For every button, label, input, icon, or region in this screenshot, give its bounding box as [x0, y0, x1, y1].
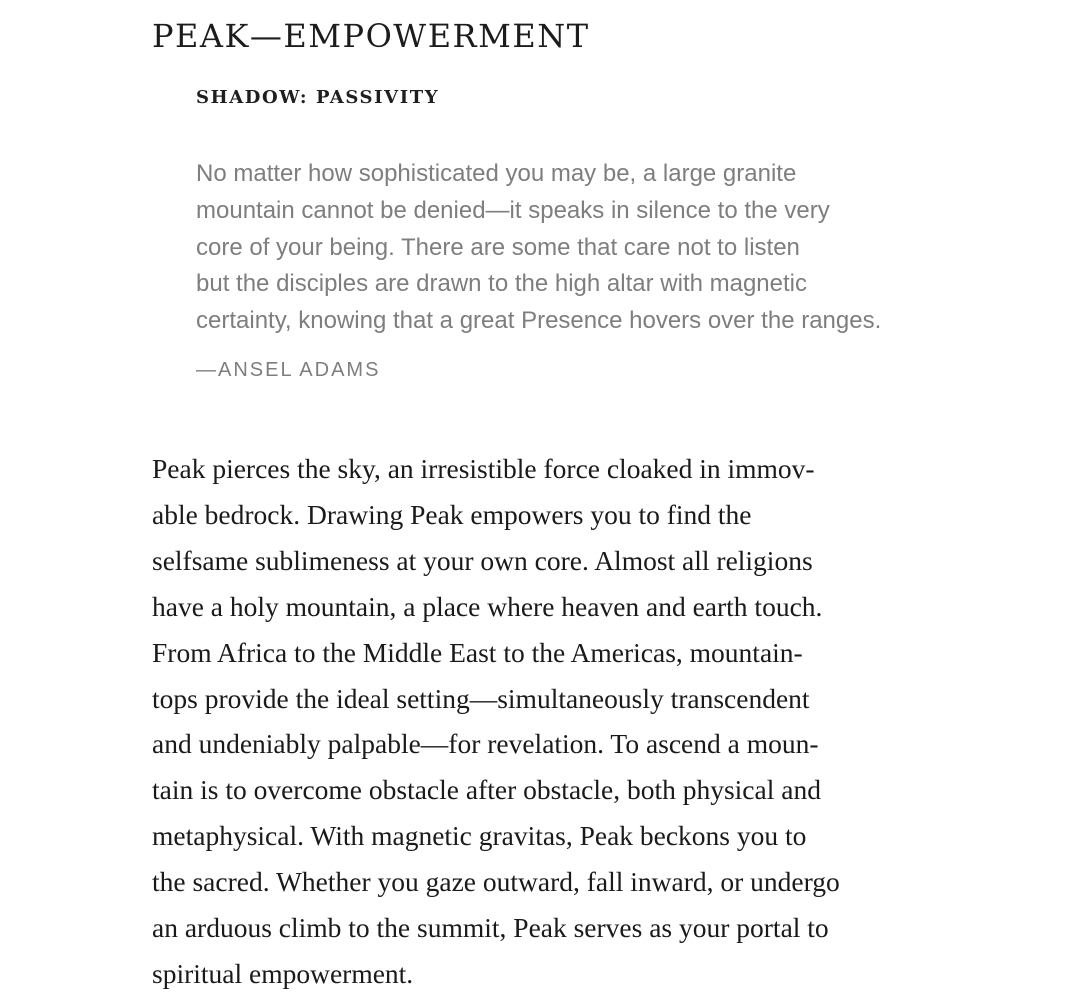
epigraph-line: certainty, knowing that a great Presence hovers over the ranges.	[196, 307, 882, 335]
body-paragraph	[152, 446, 952, 997]
epigraph-quote	[196, 156, 936, 340]
epigraph-line: but the disciples are drawn to the high altar with magnetic	[196, 270, 808, 298]
body-line: an arduous climb to the summit, Peak serves as your portal to	[152, 912, 829, 944]
body-line: metaphysical. With magnetic gravitas, Peak beckons you to	[152, 820, 807, 852]
epigraph-line: core of your being. There are some that care not to listen	[196, 233, 800, 261]
body-line: tain is to overcome obstacle after obstacle, both physical and	[152, 774, 821, 806]
epigraph-attribution: —ANSEL ADAMS	[196, 359, 381, 381]
body-line: spiritual empowerment.	[152, 957, 414, 989]
shadow-subtitle: SHADOW: PASSIVITY	[196, 87, 440, 108]
body-line: selfsame sublimeness at your own core. Almost all religions	[152, 544, 813, 576]
body-line: From Africa to the Middle East to the Americas, mountain-	[152, 636, 803, 668]
body-line: and undeniably palpable—for revelation. To ascend a moun-	[152, 728, 819, 760]
section-title: PEAK—EMPOWERMENT	[152, 17, 590, 55]
body-line: the sacred. Whether you gaze outward, fall inward, or undergo	[152, 866, 840, 898]
body-line: tops provide the ideal setting—simultaneously transcendent	[152, 682, 810, 714]
epigraph-line: mountain cannot be denied—it speaks in silence to the very	[196, 196, 830, 224]
epigraph-line: No matter how sophisticated you may be, a large granite	[196, 160, 797, 187]
body-line: able bedrock. Drawing Peak empowers you to find the	[152, 498, 752, 530]
body-line: Peak pierces the sky, an irresistible force cloaked in immov-	[152, 453, 815, 484]
body-line: have a holy mountain, a place where heaven and earth touch.	[152, 590, 823, 622]
